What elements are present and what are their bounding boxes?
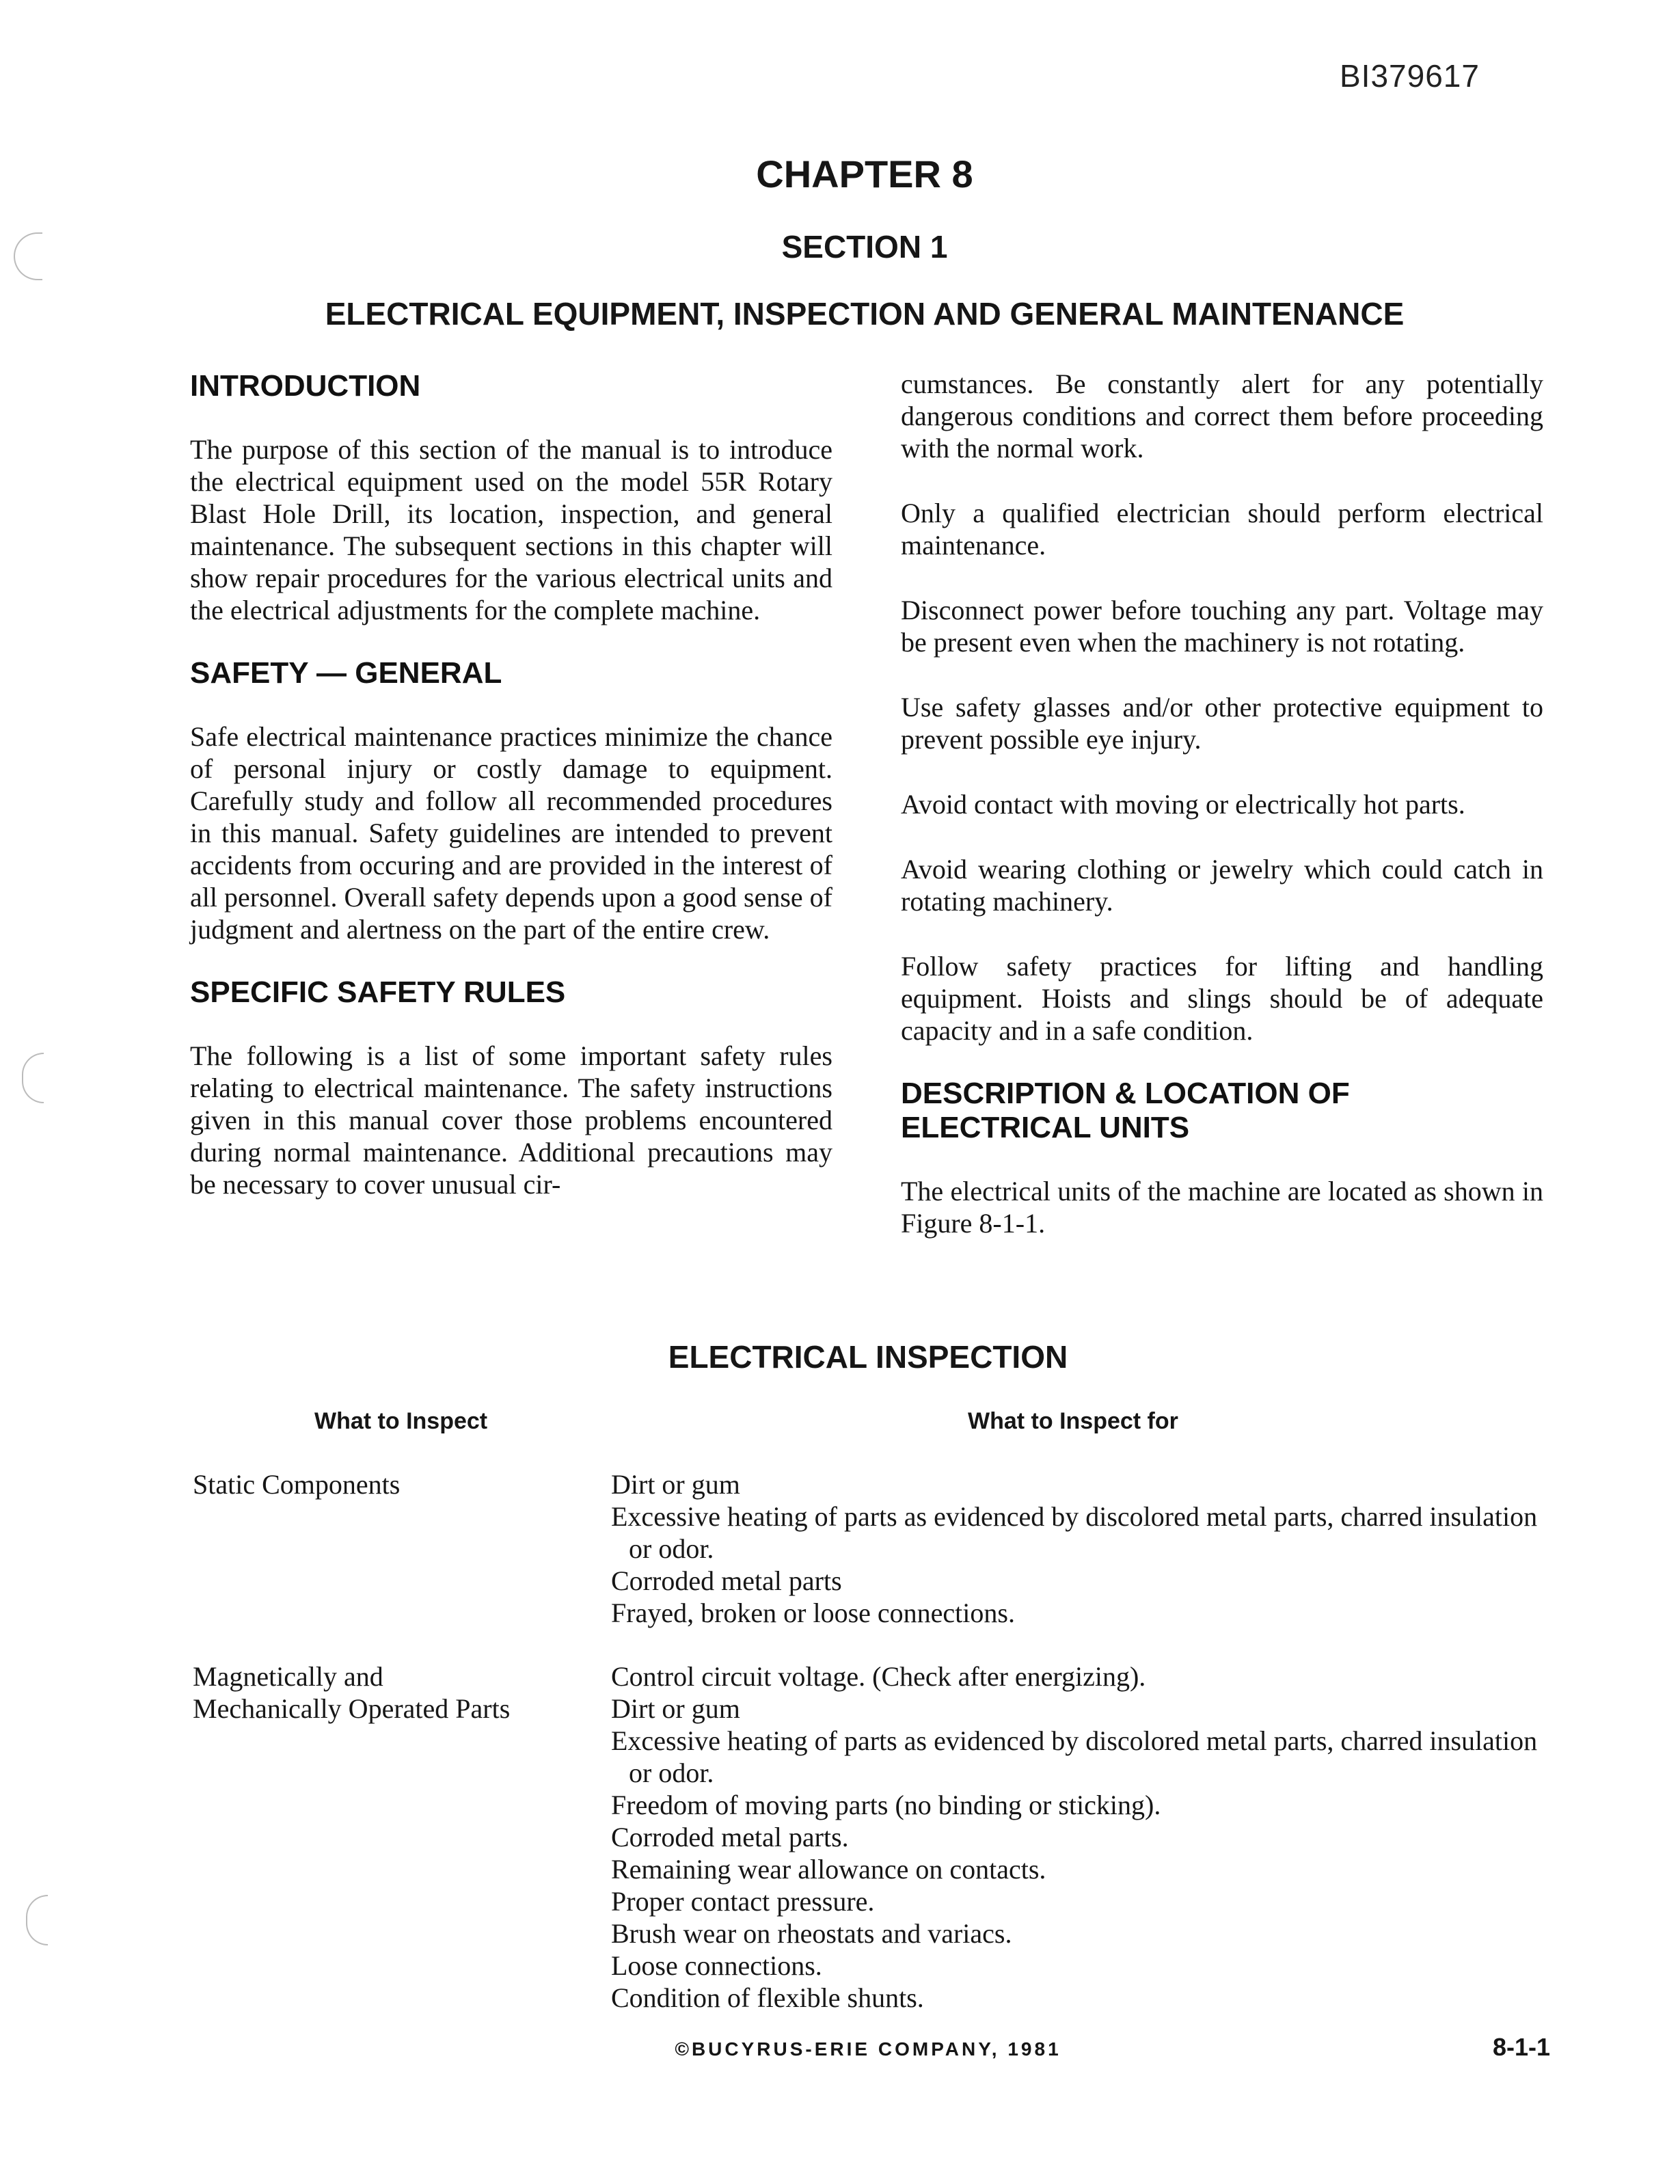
list-item: Brush wear on rheostats and variacs. [611,1918,1012,1949]
inspection-table [193,1408,1546,2045]
list-item: Condition of flexible shunts. [611,1982,924,2013]
list-item: Excessive heating of parts as evidenced by discolored metal parts, charred insulation or odor. [611,1501,1538,1564]
footer-copyright: ©BUCYRUS-ERIE COMPANY, 1981 [675,2038,1061,2060]
safety-rule-paragraph: Disconnect power before touching any part. Voltage may be present even when the machinery is not rotating. [901,595,1543,658]
list-item: Frayed, broken or loose connections. [611,1597,1015,1628]
safety-rule-paragraph: Avoid contact with moving or electrically hot parts. [901,789,1465,820]
list-item: Corroded metal parts. [611,1822,849,1852]
column-header-what: What to Inspect [314,1408,488,1434]
safety-general-heading: SAFETY — GENERAL [190,656,502,690]
chapter-title: CHAPTER 8 [756,152,973,196]
list-item: Corroded metal parts [611,1565,842,1596]
safety-rule-paragraph: cumstances. Be constantly alert for any potentially dangerous conditions and correct them before proceeding with the normal work. [901,368,1543,463]
introduction-heading: INTRODUCTION [190,369,421,403]
inspection-table-header [193,1408,1546,1468]
safety-general-text: Safe electrical maintenance practices minimize the chance of personal injury or costly damage to equipment. Carefully study and follow all recommended procedures in this manual. Safety guidelines are intended to prevent accidents from occuring and are provided in the interest of all personnel. Overall safety depends upon a good sense of judgment and alertness on the part of the entire crew. [190,721,832,945]
list-item: Dirt or gum [611,1693,740,1724]
left-column [190,369,832,1200]
page-number: 8-1-1 [1493,2033,1551,2061]
safety-rule-paragraph: Follow safety practices for lifting and handling equipment. Hoists and slings should be of adequate capacity and in a safe condition. [901,951,1543,1046]
inspection-item-list [611,1468,1546,1629]
table-row [193,1468,1546,1629]
section-subtitle: ELECTRICAL EQUIPMENT, INSPECTION AND GENERAL MAINTENANCE [325,296,1405,332]
section-title: SECTION 1 [781,229,948,265]
introduction-text: The purpose of this section of the manual is to introduce the electrical equipment used on the model 55R Rotary Blast Hole Drill, its location, inspection, and general maintenance. The subsequent sections in this chapter will show repair procedures for the various electrical units and the electrical adjustments for the complete machine. [190,434,832,625]
list-item: Freedom of moving parts (no binding or sticking). [611,1790,1161,1820]
list-item: Control circuit voltage. (Check after energizing). [611,1661,1146,1692]
document-id: BI379617 [1340,58,1480,94]
description-text: The electrical units of the machine are located as shown in Figure 8-1-1. [901,1176,1543,1239]
list-item: Loose connections. [611,1950,822,1981]
list-item: Proper contact pressure. [611,1886,875,1917]
table-row [193,1660,1546,2014]
list-item: Dirt or gum [611,1469,740,1500]
list-item: Excessive heating of parts as evidenced by discolored metal parts, charred insulation or odor. [611,1725,1538,1788]
inspection-title: ELECTRICAL INSPECTION [668,1339,1068,1375]
description-heading: DESCRIPTION & LOCATION OF ELECTRICAL UNITS [901,1077,1350,1144]
specific-safety-text: The following is a list of some important safety rules relating to electrical maintenance. The safety instructions given in this manual cover those problems encountered during normal maintenance. Additional precautions may be necessary to cover unusual cir- [190,1040,832,1200]
safety-rule-paragraph: Only a qualified electrician should perform electrical maintenance. [901,498,1543,561]
binder-hole-mark-bottom [26,1895,48,1945]
right-column [901,368,1543,1239]
safety-rule-paragraph: Avoid wearing clothing or jewelry which could catch in rotating machinery. [901,854,1543,917]
inspection-item-list [611,1660,1546,2014]
safety-rule-paragraph: Use safety glasses and/or other protective equipment to prevent possible eye injury. [901,692,1543,755]
column-header-for: What to Inspect for [968,1408,1178,1434]
binder-hole-mark-middle [22,1053,44,1103]
row-label: Magnetically and Mechanically Operated Parts [193,1661,511,1724]
row-label: Static Components [193,1469,401,1500]
list-item: Remaining wear allowance on contacts. [611,1854,1046,1885]
specific-safety-heading: SPECIFIC SAFETY RULES [190,975,566,1009]
